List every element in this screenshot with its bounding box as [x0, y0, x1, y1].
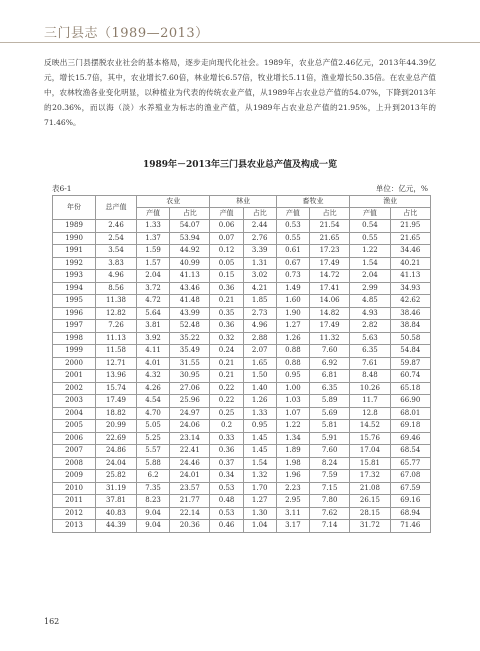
table-cell: 2008 [53, 457, 96, 470]
table-cell: 1.85 [243, 295, 276, 308]
col-header-year: 年份 [53, 196, 96, 220]
table-cell: 4.72 [137, 295, 170, 308]
table-cell: 7.26 [96, 320, 137, 333]
table-cell: 1.26 [276, 332, 309, 345]
table-cell: 12.82 [96, 307, 137, 320]
table-cell: 0.12 [210, 245, 243, 258]
table-cell: 0.22 [210, 395, 243, 408]
table-cell: 2.73 [243, 307, 276, 320]
table-cell: 26.15 [350, 495, 390, 508]
table-cell: 54.84 [390, 345, 430, 358]
table-cell: 0.05 [210, 257, 243, 270]
table-cell: 5.57 [137, 445, 170, 458]
table-cell: 0.35 [210, 307, 243, 320]
table-cell: 2.46 [96, 220, 137, 233]
table-cell: 2.04 [137, 270, 170, 283]
sub-header-share: 占比 [243, 208, 276, 220]
table-cell: 8.48 [350, 370, 390, 383]
table-cell: 11.32 [309, 332, 349, 345]
table-cell: 2.07 [243, 345, 276, 358]
table-cell: 24.06 [170, 420, 210, 433]
table-cell: 0.46 [210, 520, 243, 533]
table-cell: 0.2 [210, 420, 243, 433]
table-cell: 41.13 [170, 270, 210, 283]
table-cell: 3.17 [276, 520, 309, 533]
table-cell: 14.52 [350, 420, 390, 433]
table-cell: 2.76 [243, 232, 276, 245]
table-cell: 31.72 [350, 520, 390, 533]
table-cell: 2.99 [350, 282, 390, 295]
table-cell: 7.80 [309, 495, 349, 508]
table-cell: 17.32 [350, 470, 390, 483]
table-cell: 23.57 [170, 482, 210, 495]
table-row [53, 245, 431, 258]
table-cell: 66.90 [390, 395, 430, 408]
table-cell: 1.57 [137, 257, 170, 270]
page-number: 162 [44, 617, 60, 626]
sub-header-value: 产值 [276, 208, 309, 220]
table-cell: 1.33 [137, 220, 170, 233]
table-cell: 40.83 [96, 507, 137, 520]
sub-header-share: 占比 [170, 208, 210, 220]
table-cell: 35.49 [170, 345, 210, 358]
table-cell: 1.40 [243, 382, 276, 395]
table-cell: 6.92 [309, 357, 349, 370]
table-cell: 6.81 [309, 370, 349, 383]
table-cell: 5.25 [137, 432, 170, 445]
table-cell: 22.41 [170, 445, 210, 458]
table-row [53, 432, 431, 445]
table-cell: 0.21 [210, 370, 243, 383]
table-cell: 3.11 [276, 507, 309, 520]
table-cell: 21.65 [390, 232, 430, 245]
table-cell: 0.33 [210, 432, 243, 445]
table-cell: 1.32 [243, 470, 276, 483]
table-cell: 3.83 [96, 257, 137, 270]
table-cell: 0.88 [276, 357, 309, 370]
agri-output-table [52, 195, 431, 533]
table-cell: 0.06 [210, 220, 243, 233]
intro-text: 反映出三门县摆脱农业社会的基本格局，逐步走向现代化社会。1989年，农业总产值2.46亿元，2013年44.39亿元，增长15.7倍，其中，农业增长7.60倍，林业增长6.57倍，牧业增长5.11倍，渔业增长50.35倍。在农业总产值中，农林牧渔各业变化明显，以种植业为代表的传统农业产值，从1989年占农业总产值的54.07%，下降到2013年的20.36%，而以海（淡）水养殖业为标志的渔业产值，从1989年占农业总产值的21.95%，上升到2013年的71.46%。 [44, 58, 436, 127]
table-cell: 1.50 [243, 370, 276, 383]
table-cell: 0.67 [276, 257, 309, 270]
group-header-agriculture: 农业 [137, 196, 210, 208]
table-cell: 53.94 [170, 232, 210, 245]
table-cell: 23.14 [170, 432, 210, 445]
table-number: 表6-1 [52, 184, 72, 193]
table-cell: 41.13 [390, 270, 430, 283]
table-cell: 21.95 [390, 220, 430, 233]
table-cell: 7.61 [350, 357, 390, 370]
table-cell: 1.54 [350, 257, 390, 270]
table-cell: 21.54 [309, 220, 349, 233]
table-cell: 0.95 [276, 370, 309, 383]
running-header: 三门县志（1989—2013） [44, 26, 209, 41]
sub-header-share: 占比 [309, 208, 349, 220]
table-cell: 0.25 [210, 407, 243, 420]
table-cell: 34.46 [390, 245, 430, 258]
table-cell: 1.34 [276, 432, 309, 445]
table-row [53, 295, 431, 308]
table-row [53, 345, 431, 358]
table-cell: 0.22 [210, 382, 243, 395]
table-cell: 17.49 [309, 320, 349, 333]
table-cell: 28.15 [350, 507, 390, 520]
table-cell: 52.48 [170, 320, 210, 333]
table-cell: 0.61 [276, 245, 309, 258]
table-cell: 0.54 [350, 220, 390, 233]
table-row [53, 270, 431, 283]
table-cell: 34.93 [390, 282, 430, 295]
table-cell: 0.24 [210, 345, 243, 358]
table-cell: 0.53 [276, 220, 309, 233]
table-cell: 1.31 [243, 257, 276, 270]
table-unit: 单位：亿元，% [375, 184, 428, 193]
table-cell: 2.44 [243, 220, 276, 233]
table-cell: 69.16 [390, 495, 430, 508]
table-cell: 4.93 [350, 307, 390, 320]
table-cell: 2.95 [276, 495, 309, 508]
table-cell: 2002 [53, 382, 96, 395]
table-cell: 44.92 [170, 245, 210, 258]
table-cell: 0.36 [210, 282, 243, 295]
table-row [53, 357, 431, 370]
table-title: 1989年－2013年三门县农业总产值及构成一览 [142, 160, 338, 170]
table-cell: 1992 [53, 257, 96, 270]
table-cell: 24.46 [170, 457, 210, 470]
table-cell: 4.21 [243, 282, 276, 295]
table-cell: 1.45 [243, 445, 276, 458]
table-cell: 43.99 [170, 307, 210, 320]
table-cell: 40.21 [390, 257, 430, 270]
table-cell: 2.82 [350, 320, 390, 333]
table-cell: 7.14 [309, 520, 349, 533]
header-divider [0, 42, 480, 43]
table-row [53, 232, 431, 245]
group-header-fishery: 渔业 [350, 196, 431, 208]
table-cell: 10.26 [350, 382, 390, 395]
table-cell: 2001 [53, 370, 96, 383]
table-cell: 14.82 [309, 307, 349, 320]
table-cell: 1.04 [243, 520, 276, 533]
table-cell: 8.56 [96, 282, 137, 295]
table-cell: 40.99 [170, 257, 210, 270]
table-row [53, 395, 431, 408]
table-cell: 6.35 [309, 382, 349, 395]
table-cell: 0.55 [350, 232, 390, 245]
table-cell: 0.36 [210, 320, 243, 333]
table-cell: 20.36 [170, 520, 210, 533]
table-cell: 1.98 [276, 457, 309, 470]
intro-paragraph [44, 55, 436, 130]
table-cell: 24.97 [170, 407, 210, 420]
table-row [53, 495, 431, 508]
table-cell: 1.89 [276, 445, 309, 458]
table-cell: 60.74 [390, 370, 430, 383]
sub-header-value: 产值 [350, 208, 390, 220]
table-cell: 18.82 [96, 407, 137, 420]
table-cell: 38.46 [390, 307, 430, 320]
table-cell: 37.81 [96, 495, 137, 508]
table-cell: 3.02 [243, 270, 276, 283]
table-cell: 1.00 [276, 382, 309, 395]
table-row [53, 282, 431, 295]
table-cell: 71.46 [390, 520, 430, 533]
table-cell: 1.60 [276, 295, 309, 308]
table-row [53, 320, 431, 333]
table-cell: 1999 [53, 345, 96, 358]
table-cell: 2004 [53, 407, 96, 420]
table-cell: 0.07 [210, 232, 243, 245]
table-row [53, 257, 431, 270]
table-cell: 3.39 [243, 245, 276, 258]
col-header-total: 总产值 [96, 196, 137, 220]
table-cell: 17.49 [96, 395, 137, 408]
table-cell: 41.48 [170, 295, 210, 308]
table-cell: 21.65 [309, 232, 349, 245]
table-cell: 12.71 [96, 357, 137, 370]
table-cell: 4.96 [96, 270, 137, 283]
table-cell: 21.08 [350, 482, 390, 495]
table-cell: 68.94 [390, 507, 430, 520]
table-cell: 5.91 [309, 432, 349, 445]
table-cell: 0.32 [210, 332, 243, 345]
table-cell: 1997 [53, 320, 96, 333]
table-cell: 4.96 [243, 320, 276, 333]
table-cell: 21.77 [170, 495, 210, 508]
table-cell: 5.05 [137, 420, 170, 433]
table-cell: 2.54 [96, 232, 137, 245]
sub-header-value: 产值 [137, 208, 170, 220]
table-cell: 17.41 [309, 282, 349, 295]
table-row [53, 307, 431, 320]
table-cell: 2012 [53, 507, 96, 520]
table-row [53, 507, 431, 520]
table-cell: 27.06 [170, 382, 210, 395]
table-cell: 31.55 [170, 357, 210, 370]
table-cell: 44.39 [96, 520, 137, 533]
table-cell: 0.15 [210, 270, 243, 283]
table-cell: 8.23 [137, 495, 170, 508]
table-cell: 7.60 [309, 345, 349, 358]
table-cell: 1994 [53, 282, 96, 295]
table-cell: 22.69 [96, 432, 137, 445]
table-cell: 2.04 [350, 270, 390, 283]
table-cell: 3.54 [96, 245, 137, 258]
table-cell: 0.53 [210, 482, 243, 495]
table-cell: 1993 [53, 270, 96, 283]
table-cell: 4.11 [137, 345, 170, 358]
sub-header-share: 占比 [390, 208, 430, 220]
table-cell: 0.37 [210, 457, 243, 470]
table-cell: 69.18 [390, 420, 430, 433]
table-cell: 5.63 [350, 332, 390, 345]
table-cell: 1.37 [137, 232, 170, 245]
table-row [53, 470, 431, 483]
table-cell: 1.07 [276, 407, 309, 420]
table-cell: 11.58 [96, 345, 137, 358]
table-cell: 1989 [53, 220, 96, 233]
table-row [53, 445, 431, 458]
table-cell: 50.58 [390, 332, 430, 345]
table-cell: 1.26 [243, 395, 276, 408]
table-cell: 11.13 [96, 332, 137, 345]
sub-header-value: 产值 [210, 208, 243, 220]
table-cell: 3.81 [137, 320, 170, 333]
table-cell: 67.59 [390, 482, 430, 495]
table-cell: 9.04 [137, 507, 170, 520]
table-cell: 1.54 [243, 457, 276, 470]
table-cell: 2006 [53, 432, 96, 445]
table-cell: 17.04 [350, 445, 390, 458]
table-cell: 12.8 [350, 407, 390, 420]
table-cell: 11.7 [350, 395, 390, 408]
table-cell: 1.30 [243, 507, 276, 520]
table-cell: 59.87 [390, 357, 430, 370]
table-cell: 2003 [53, 395, 96, 408]
table-cell: 9.04 [137, 520, 170, 533]
table-cell: 5.81 [309, 420, 349, 433]
table-cell: 7.15 [309, 482, 349, 495]
table-cell: 15.76 [350, 432, 390, 445]
table-cell: 2.23 [276, 482, 309, 495]
table-cell: 4.32 [137, 370, 170, 383]
table-row [53, 332, 431, 345]
table-cell: 68.54 [390, 445, 430, 458]
table-cell: 65.18 [390, 382, 430, 395]
group-header-husbandry: 畜牧业 [276, 196, 349, 208]
table-cell: 31.19 [96, 482, 137, 495]
table-cell: 67.08 [390, 470, 430, 483]
table-cell: 0.36 [210, 445, 243, 458]
table-cell: 0.73 [276, 270, 309, 283]
table-cell: 5.88 [137, 457, 170, 470]
table-cell: 2005 [53, 420, 96, 433]
table-cell: 2013 [53, 520, 96, 533]
table-cell: 65.77 [390, 457, 430, 470]
table-cell: 1.22 [276, 420, 309, 433]
table-cell: 30.95 [170, 370, 210, 383]
table-cell: 1.65 [243, 357, 276, 370]
table-cell: 1990 [53, 232, 96, 245]
table-cell: 1.33 [243, 407, 276, 420]
table-cell: 22.14 [170, 507, 210, 520]
table-cell: 0.34 [210, 470, 243, 483]
table-cell: 20.99 [96, 420, 137, 433]
table-cell: 2007 [53, 445, 96, 458]
table-cell: 2009 [53, 470, 96, 483]
table-cell: 24.01 [170, 470, 210, 483]
table-cell: 54.07 [170, 220, 210, 233]
table-cell: 24.04 [96, 457, 137, 470]
table-cell: 8.24 [309, 457, 349, 470]
table-cell: 0.21 [210, 357, 243, 370]
table-cell: 1.90 [276, 307, 309, 320]
table-cell: 1996 [53, 307, 96, 320]
table-cell: 69.46 [390, 432, 430, 445]
table-row [53, 520, 431, 533]
table-cell: 1.27 [243, 495, 276, 508]
table-row [53, 482, 431, 495]
table-cell: 1.59 [137, 245, 170, 258]
table-cell: 42.62 [390, 295, 430, 308]
table-cell: 7.59 [309, 470, 349, 483]
table-cell: 0.95 [243, 420, 276, 433]
table-cell: 15.74 [96, 382, 137, 395]
table-cell: 3.92 [137, 332, 170, 345]
table-cell: 7.62 [309, 507, 349, 520]
table-cell: 17.49 [309, 257, 349, 270]
table-cell: 1.22 [350, 245, 390, 258]
table-cell: 2.88 [243, 332, 276, 345]
table-cell: 2000 [53, 357, 96, 370]
table-row [53, 370, 431, 383]
table-cell: 4.26 [137, 382, 170, 395]
table-cell: 4.70 [137, 407, 170, 420]
table-cell: 0.88 [276, 345, 309, 358]
table-cell: 5.89 [309, 395, 349, 408]
table-cell: 0.48 [210, 495, 243, 508]
table-row [53, 407, 431, 420]
table-cell: 1.96 [276, 470, 309, 483]
table-cell: 4.85 [350, 295, 390, 308]
table-cell: 17.23 [309, 245, 349, 258]
table-cell: 5.69 [309, 407, 349, 420]
table-cell: 14.72 [309, 270, 349, 283]
table-cell: 68.01 [390, 407, 430, 420]
group-header-forestry: 林业 [210, 196, 276, 208]
table-cell: 3.72 [137, 282, 170, 295]
table-cell: 5.64 [137, 307, 170, 320]
table-cell: 13.96 [96, 370, 137, 383]
table-row [53, 457, 431, 470]
table-cell: 24.86 [96, 445, 137, 458]
table-cell: 6.2 [137, 470, 170, 483]
table-cell: 1.70 [243, 482, 276, 495]
table-cell: 35.22 [170, 332, 210, 345]
table-cell: 0.55 [276, 232, 309, 245]
table-row [53, 382, 431, 395]
table-row [53, 420, 431, 433]
table-cell: 11.38 [96, 295, 137, 308]
table-cell: 0.53 [210, 507, 243, 520]
table-row [53, 220, 431, 233]
table-cell: 25.96 [170, 395, 210, 408]
table-cell: 1995 [53, 295, 96, 308]
table-cell: 43.46 [170, 282, 210, 295]
table-cell: 25.82 [96, 470, 137, 483]
table-cell: 1.49 [276, 282, 309, 295]
table-cell: 7.60 [309, 445, 349, 458]
table-cell: 0.21 [210, 295, 243, 308]
table-cell: 38.84 [390, 320, 430, 333]
table-cell: 1.45 [243, 432, 276, 445]
table-cell: 1991 [53, 245, 96, 258]
table-cell: 1.03 [276, 395, 309, 408]
table-cell: 1998 [53, 332, 96, 345]
table-body [53, 220, 431, 533]
table-cell: 2011 [53, 495, 96, 508]
table-cell: 1.27 [276, 320, 309, 333]
table-cell: 6.35 [350, 345, 390, 358]
table-cell: 2010 [53, 482, 96, 495]
table-cell: 4.01 [137, 357, 170, 370]
table-cell: 14.06 [309, 295, 349, 308]
table-cell: 7.35 [137, 482, 170, 495]
table-cell: 15.81 [350, 457, 390, 470]
table-cell: 4.54 [137, 395, 170, 408]
